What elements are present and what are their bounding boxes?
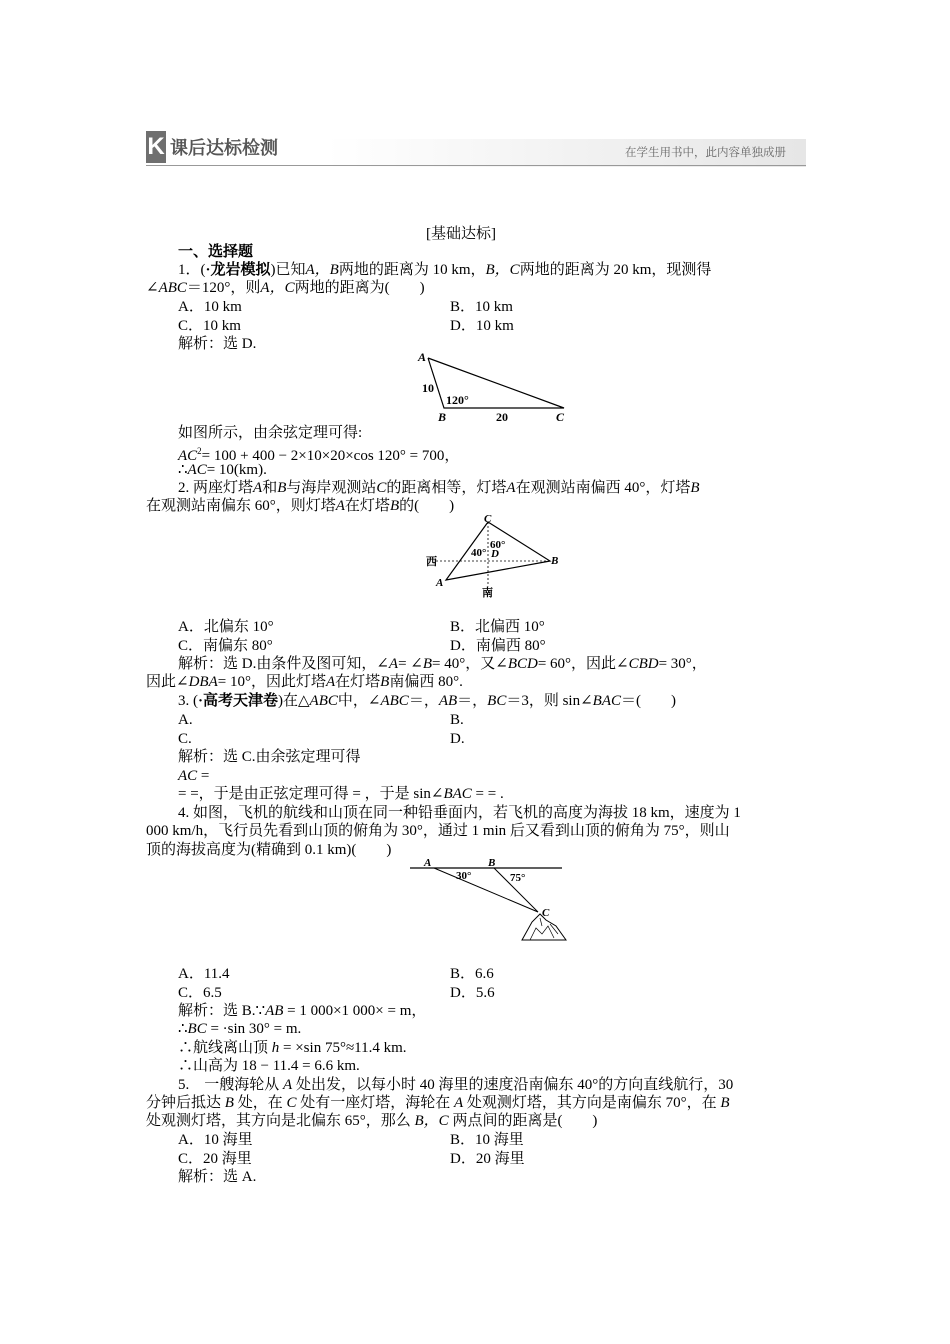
q4-option-a: A．11.4 (178, 966, 230, 982)
banner-note: 在学生用书中，此内容单独成册 (625, 145, 786, 159)
q3-line1: 3. (·高考天津卷)在△ABC中，∠ABC＝，AB＝，BC＝3，则 sin∠BAC＝( ) (178, 693, 677, 709)
q2-line1: 2. 两座灯塔A和B与海岸观测站C的距离相等，灯塔A在观测站南偏西 40°，灯塔B (178, 480, 700, 496)
q2-option-c: C．南偏东 80° (178, 638, 273, 654)
k-badge: K (146, 131, 166, 163)
q3-option-c: C. (178, 731, 192, 747)
q5-option-c: C．20 海里 (178, 1151, 252, 1167)
q1-option-d: D．10 km (450, 318, 514, 334)
q2-fig-label-b: B (551, 555, 559, 567)
q4-solution-3: ∴航线离山顶 h = ×sin 75°≈11.4 km. (178, 1040, 407, 1056)
q2-line2: 在观测站南偏东 60°，则灯塔A在灯塔B的( ) (146, 498, 455, 514)
q2-lighthouse-figure (420, 512, 570, 604)
q4-fig-angle-75: 75° (510, 872, 526, 884)
q1-triangle-figure (412, 350, 572, 426)
q1-fig-label-a: A (418, 350, 427, 364)
q5-line3: 处观测灯塔，其方向是北偏东 65°，那么 B，C 两点间的距离是( ) (146, 1113, 598, 1129)
q2-solution-1: 解析：选 D.由条件及图可知，∠A= ∠B= 40°，又∠BCD= 60°，因此∠CBD= 30°， (178, 656, 707, 672)
q4-solution-1: 解析：选 B.∵AB = 1 000×1 000× = m， (178, 1003, 427, 1019)
q1-option-c: C．10 km (178, 318, 241, 334)
q2-solution-2: 因此∠DBA= 10°，因此灯塔A在灯塔B南偏西 80°. (146, 674, 463, 690)
q2-option-b: B．北偏西 10° (450, 619, 545, 635)
q1-line2: ∠ABC＝120°，则A，C两地的距离为( ) (146, 280, 425, 296)
q5-option-a: A．10 海里 (178, 1132, 253, 1148)
q5-line2: 分钟后抵达 B 处，在 C 处有一座灯塔，海轮在 A 处观测灯塔，其方向是南偏东 70°，在 B (146, 1095, 730, 1111)
section-label: [基础达标] (426, 226, 496, 242)
q4-option-d: D．5.6 (450, 985, 495, 1001)
q1-solution-3: ∴AC= 10(km). (178, 462, 267, 478)
q5-line1: 5. 一艘海轮从 A 处出发，以每小时 40 海里的速度沿南偏东 40°的方向直线航行，30 (178, 1077, 734, 1093)
banner-rule (146, 165, 806, 166)
q5-option-b: B．10 海里 (450, 1132, 524, 1148)
part-heading: 一、选择题 (178, 244, 254, 260)
section-banner (146, 131, 806, 167)
q4-fig-label-c: C (542, 907, 550, 919)
q4-fig-angle-30: 30° (456, 870, 472, 882)
q3-option-a: A. (178, 712, 193, 728)
q1-option-a: A．10 km (178, 299, 242, 315)
q3-solution-2: AC = (178, 768, 210, 784)
q2-fig-angle-60: 60° (490, 539, 506, 551)
q3-solution-3: = =，于是由正弦定理可得 = ，于是 sin∠BAC = = . (178, 786, 504, 802)
q2-fig-label-a: A (436, 577, 444, 589)
q1-option-b: B．10 km (450, 299, 513, 315)
q2-fig-angle-40: 40° (471, 547, 487, 559)
q2-fig-west: 西 (426, 556, 437, 568)
q1-fig-base: 20 (496, 410, 508, 424)
q4-mountain-figure (410, 854, 570, 946)
q2-option-a: A．北偏东 10° (178, 619, 274, 635)
q4-option-c: C．6.5 (178, 985, 222, 1001)
q4-solution-4: ∴山高为 18 − 11.4 = 6.6 km. (178, 1058, 360, 1074)
q4-option-b: B．6.6 (450, 966, 494, 982)
q3-option-d: D. (450, 731, 465, 747)
q1-solution-2: $AC^2= 100 + 400 - 2\times 10\times 20\times\cos$ 120° = 700， (178, 446, 460, 464)
q3-option-b: B. (450, 712, 464, 728)
q1-fig-label-b: B (438, 410, 447, 424)
q1-answer: 解析：选 D. (178, 336, 257, 352)
q2-option-d: D．南偏西 80° (450, 638, 546, 654)
q4-fig-label-b: B (488, 857, 496, 869)
q4-line1: 4. 如图，飞机的航线和山顶在同一种铅垂面内，若飞机的高度为海拔 18 km，速度为 1 (178, 805, 741, 821)
q1-fig-label-c: C (556, 410, 565, 424)
q1-solution-1: 如图所示，由余弦定理可得: (178, 425, 363, 441)
q2-fig-label-d: D (491, 548, 499, 560)
q5-option-d: D．20 海里 (450, 1151, 525, 1167)
q4-fig-label-a: A (424, 857, 432, 869)
q1-fig-angle: 120° (446, 393, 469, 407)
q5-answer: 解析：选 A. (178, 1169, 257, 1185)
q4-line2: 000 km/h，飞行员先看到山顶的俯角为 30°，通过 1 min 后又看到山顶的俯角为 75°，则山 (146, 823, 730, 839)
q1-fig-side: 10 (422, 381, 434, 395)
q1-line1: 1．(·龙岩模拟)已知A，B两地的距离为 10 km，B，C两地的距离为 20 km，现测得 (178, 262, 712, 278)
q4-line3: 顶的海拔高度为(精确到 0.1 km)( ) (146, 842, 392, 858)
q4-solution-2: ∴BC = ·sin 30° = m. (178, 1021, 302, 1037)
q3-solution-1: 解析：选 C.由余弦定理可得 (178, 749, 361, 765)
banner-title: 课后达标检测 (170, 138, 278, 159)
q2-fig-south: 南 (482, 587, 493, 599)
q2-fig-label-c: C (484, 513, 492, 525)
